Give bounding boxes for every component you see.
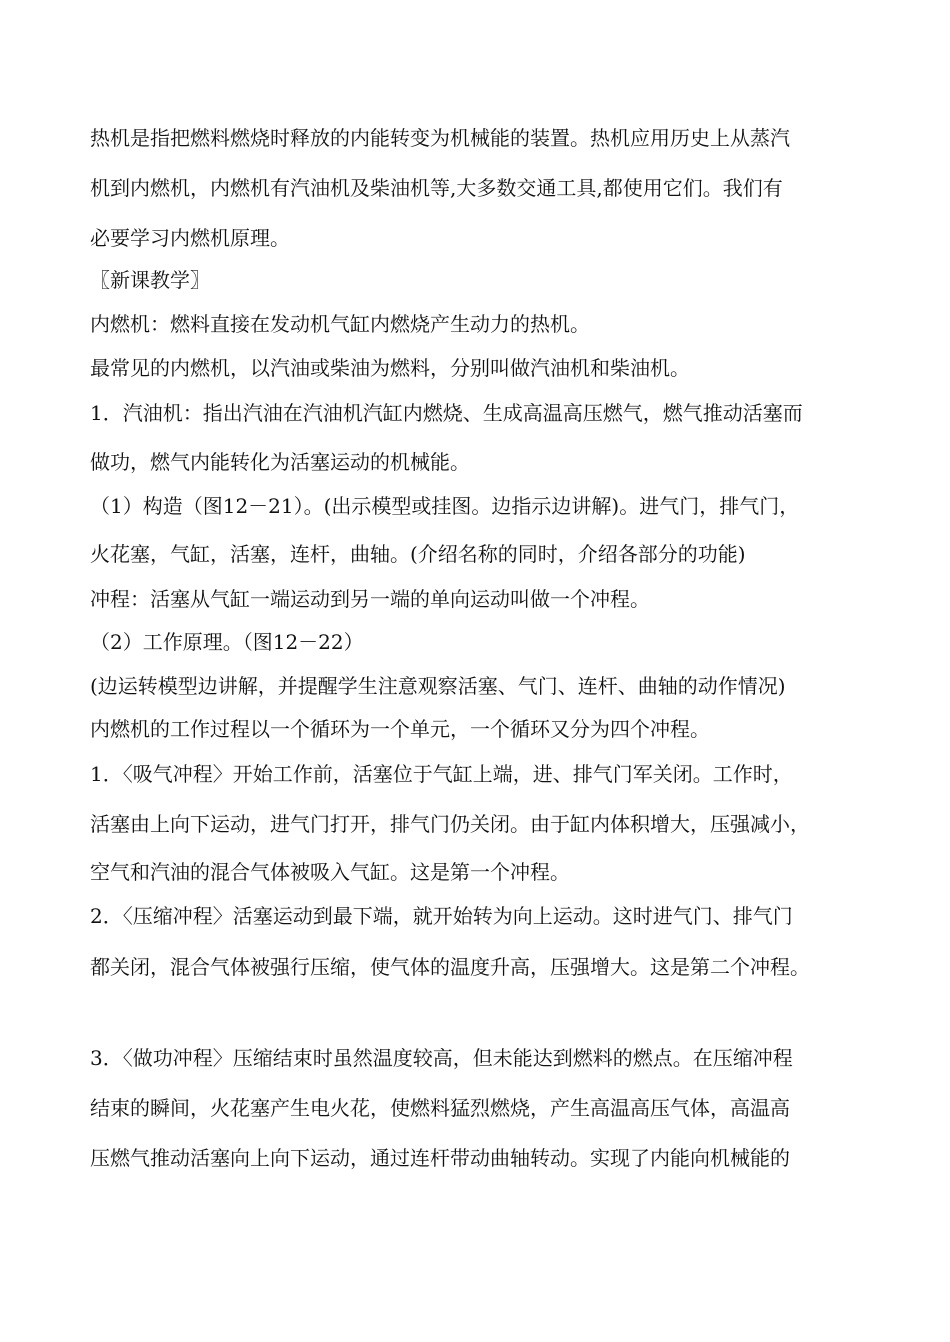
text-line-5: 内燃机：燃料直接在发动机气缸内燃烧产生动力的热机。 xyxy=(90,312,590,336)
text-line-19: 都关闭，混合气体被强行压缩，使气体的温度升高，压强增大。这是第二个冲程。 xyxy=(90,955,810,979)
text-line-2: 机到内燃机，内燃机有汽油机及柴油机等,大多数交通工具,都使用它们。我们有 xyxy=(90,176,783,200)
text-line-9: （1）构造（图12－21）。(出示模型或挂图。边指示边讲解)。进气门，排气门， xyxy=(90,494,800,518)
text-line-17: 空气和汽油的混合气体被吸入气缸。这是第一个冲程。 xyxy=(90,860,570,884)
text-line-18: 2．〈压缩冲程〉活塞运动到最下端，就开始转为向上运动。这时进气门、排气门 xyxy=(90,904,793,928)
text-line-7: 1．汽油机：指出汽油在汽油机汽缸内燃烧、生成高温高压燃气，燃气推动活塞而 xyxy=(90,401,803,425)
text-line-22: 压燃气推动活塞向上向下运动，通过连杆带动曲轴转动。实现了内能向机械能的 xyxy=(90,1146,790,1170)
text-line-13: (边运转模型边讲解，并提醒学生注意观察活塞、气门、连杆、曲轴的动作情况) xyxy=(90,674,786,698)
text-line-21: 结束的瞬间，火花塞产生电火花，使燃料猛烈燃烧，产生高温高压气体，高温高 xyxy=(90,1096,790,1120)
text-line-11: 冲程：活塞从气缸一端运动到另一端的单向运动叫做一个冲程。 xyxy=(90,587,650,611)
text-line-10: 火花塞，气缸，活塞，连杆，曲轴。(介绍名称的同时，介绍各部分的功能) xyxy=(90,542,746,566)
text-line-3: 必要学习内燃机原理。 xyxy=(90,226,290,250)
text-line-14: 内燃机的工作过程以一个循环为一个单元，一个循环又分为四个冲程。 xyxy=(90,717,710,741)
text-line-20: 3．〈做功冲程〉压缩结束时虽然温度较高，但未能达到燃料的燃点。在压缩冲程 xyxy=(90,1046,793,1070)
section-heading: 〖新课教学〗 xyxy=(90,268,210,292)
text-line-12: （2）工作原理。（图12－22） xyxy=(90,630,364,654)
text-line-1: 热机是指把燃料燃烧时释放的内能转变为机械能的装置。热机应用历史上从蒸汽 xyxy=(90,126,790,150)
text-line-6: 最常见的内燃机，以汽油或柴油为燃料，分别叫做汽油机和柴油机。 xyxy=(90,356,690,380)
text-line-8: 做功，燃气内能转化为活塞运动的机械能。 xyxy=(90,450,470,474)
text-line-15: 1．〈吸气冲程〉开始工作前，活塞位于气缸上端，进、排气门军关闭。工作时， xyxy=(90,762,793,786)
text-line-16: 活塞由上向下运动，进气门打开，排气门仍关闭。由于缸内体积增大，压强减小， xyxy=(90,812,810,836)
